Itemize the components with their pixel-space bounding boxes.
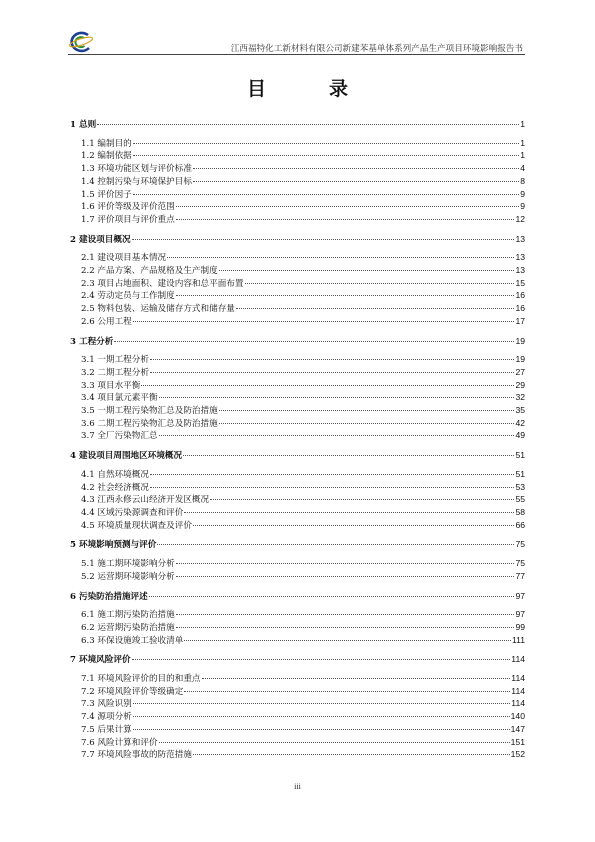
toc-section-entry[interactable]: [70, 163, 525, 176]
toc-entry-label: 7.5 后果计算: [81, 724, 132, 735]
toc-entry-label: 2.1 建设项目基本情况: [81, 253, 167, 264]
dot-leader: [133, 729, 510, 730]
toc-entry-page: 114: [511, 673, 525, 684]
toc-entry-page: 111: [511, 634, 525, 645]
toc-chapter-entry[interactable]: [70, 539, 525, 552]
toc-entry-page: 97: [515, 590, 525, 601]
toc-entry-label: 1.3 环境功能区划与评价标准: [81, 164, 192, 175]
toc-section-entry[interactable]: [70, 367, 525, 380]
toc-entry-page: 12: [515, 213, 525, 224]
dot-leader: [114, 341, 514, 342]
dot-leader: [236, 308, 515, 309]
toc-section-entry[interactable]: [70, 405, 525, 418]
toc-entry-page: 147: [510, 723, 525, 734]
toc-entry-page: 42: [515, 417, 525, 428]
toc-entry-label: 6 污染防治措施评述: [70, 591, 148, 602]
dot-leader: [150, 487, 514, 488]
toc-entry-label: 1.1 编制目的: [81, 138, 132, 149]
toc-section-entry[interactable]: [70, 520, 525, 533]
toc-entry-page: 75: [515, 558, 525, 569]
toc-section-entry[interactable]: [70, 494, 525, 507]
dot-leader: [176, 614, 515, 615]
toc-section-entry[interactable]: [70, 749, 525, 762]
toc-entry-page: 151: [510, 736, 525, 747]
toc-entry-label: 5 环境影响预测与评价: [70, 540, 157, 551]
dot-leader: [132, 239, 515, 240]
toc-entry-label: 7 环境风险评价: [70, 655, 131, 666]
toc-entry-label: 1.7 评价项目与评价重点: [81, 214, 175, 225]
toc-section-entry[interactable]: [70, 392, 525, 405]
dot-leader: [193, 168, 519, 169]
dot-leader: [141, 385, 514, 386]
toc-section-entry[interactable]: [70, 176, 525, 189]
dot-leader: [202, 678, 511, 679]
toc-entry-label: 7.4 源项分析: [81, 712, 132, 723]
toc-entry-label: 5.1 施工期环境影响分析: [81, 559, 175, 570]
toc-entry-label: 2 建设项目概况: [70, 234, 131, 245]
toc-entry-page: 114: [511, 698, 525, 709]
toc-entry-page: 35: [515, 405, 525, 416]
toc-entry-label: 3.5 一期工程污染物汇总及防治措施: [81, 406, 218, 417]
toc-entry-label: 7.1 环境风险评价的目的和重点: [81, 674, 201, 685]
toc-entry-page: 51: [515, 468, 525, 479]
toc-entry-label: 6.1 施工期污染防治措施: [81, 610, 175, 621]
dot-leader: [210, 499, 514, 500]
toc-entry-page: 16: [515, 290, 525, 301]
toc-chapter-entry[interactable]: [70, 119, 525, 132]
toc-section-entry[interactable]: [70, 686, 525, 699]
table-of-contents: [70, 119, 525, 762]
dot-leader: [193, 754, 510, 755]
dot-leader: [133, 321, 515, 322]
toc-entry-page: 19: [515, 354, 525, 365]
dot-leader: [159, 435, 515, 436]
toc-entry-label: 7.6 风险计算和评价: [81, 737, 158, 748]
toc-entry-label: 1.4 控制污染与环境保护目标: [81, 176, 192, 187]
toc-entry-label: 3.6 二期工程污染物汇总及防治措施: [81, 418, 218, 429]
dot-leader: [176, 206, 519, 207]
dot-leader: [176, 295, 515, 296]
dot-leader: [133, 716, 510, 717]
toc-entry-label: 2.4 劳动定员与工作制度: [81, 291, 175, 302]
toc-entry-label: 4.2 社会经济概况: [81, 482, 149, 493]
toc-entry-page: 51: [515, 450, 525, 461]
toc-chapter: [70, 234, 525, 329]
dot-leader: [157, 544, 514, 545]
dot-leader: [183, 455, 514, 456]
toc-entry-label: 2.5 物料包装、运输及储存方式和储存量: [81, 304, 235, 315]
dot-leader: [193, 525, 515, 526]
toc-chapter-entry[interactable]: [70, 336, 525, 349]
toc-chapter-entry[interactable]: [70, 234, 525, 247]
toc-section-entry[interactable]: [70, 303, 525, 316]
toc-entry-label: 5.2 运营期环境影响分析: [81, 571, 175, 582]
header-divider: [68, 54, 525, 55]
dot-leader: [219, 410, 515, 411]
toc-section-entry[interactable]: [70, 711, 525, 724]
toc-entry-page: 114: [511, 685, 525, 696]
dot-leader: [149, 596, 515, 597]
dot-leader: [176, 627, 515, 628]
toc-section-entry[interactable]: [70, 430, 525, 443]
dot-leader: [132, 659, 511, 660]
toc-chapter-entry[interactable]: [70, 450, 525, 463]
toc-section-entry[interactable]: [70, 138, 525, 151]
toc-entry-page: 55: [515, 494, 525, 505]
dot-leader: [159, 742, 510, 743]
toc-entry-page: 1: [520, 150, 525, 161]
toc-section-entry[interactable]: [70, 698, 525, 711]
toc-chapter: [70, 654, 525, 762]
toc-entry-page: 66: [515, 519, 525, 530]
toc-section-entry[interactable]: [70, 354, 525, 367]
toc-entry-label: 4.5 环境质量现状调查及评价: [81, 520, 192, 531]
toc-chapter: [70, 591, 525, 648]
toc-entry-label: 4.3 江西永修云山经济开发区概况: [81, 495, 210, 506]
toc-entry-page: 53: [515, 481, 525, 492]
dot-leader: [193, 181, 519, 182]
toc-section-entry[interactable]: [70, 214, 525, 227]
dot-leader: [184, 640, 511, 641]
toc-entry-page: 8: [520, 175, 525, 186]
dot-leader: [176, 563, 515, 564]
toc-entry-page: 4: [520, 163, 525, 174]
header-title: 江西福特化工新材料有限公司新建苯基单体系列产品生产项目环境影响报告书: [230, 44, 523, 54]
toc-section-entry[interactable]: [70, 724, 525, 737]
toc-chapter: [70, 450, 525, 532]
page-title: 目 录: [246, 78, 370, 100]
toc-entry-label: 6.3 环保设施竣工验收清单: [81, 635, 184, 646]
toc-entry-label: 2.3 项目占地面积、建设内容和总平面布置: [81, 278, 244, 289]
dot-leader: [245, 283, 515, 284]
toc-section-entry[interactable]: [70, 609, 525, 622]
dot-leader: [150, 474, 514, 475]
dot-leader: [97, 124, 519, 125]
toc-entry-page: 1: [520, 119, 525, 129]
toc-chapter: [70, 539, 525, 583]
toc-entry-page: 29: [515, 379, 525, 390]
toc-section-entry[interactable]: [70, 316, 525, 329]
toc-section-entry[interactable]: [70, 265, 525, 278]
toc-section-entry[interactable]: [70, 252, 525, 265]
toc-section-entry[interactable]: [70, 201, 525, 214]
toc-entry-label: 3 工程分析: [70, 336, 114, 347]
dot-leader: [219, 423, 515, 424]
dot-leader: [176, 219, 515, 220]
toc-entry-label: 3.1 一期工程分析: [81, 355, 149, 366]
toc-entry-page: 99: [515, 621, 525, 632]
toc-entry-page: 58: [515, 506, 525, 517]
toc-section-entry[interactable]: [70, 380, 525, 393]
toc-section-entry[interactable]: [70, 482, 525, 495]
dot-leader: [219, 270, 515, 271]
toc-section-entry[interactable]: [70, 622, 525, 635]
dot-leader: [133, 143, 519, 144]
toc-entry-label: 2.6 公用工程: [81, 316, 132, 327]
toc-entry-page: 49: [515, 430, 525, 441]
toc-entry-label: 1 总则: [70, 120, 97, 130]
toc-entry-page: 97: [515, 609, 525, 620]
toc-section-entry[interactable]: [70, 469, 525, 482]
toc-section-entry[interactable]: [70, 673, 525, 686]
toc-entry-page: 15: [515, 277, 525, 288]
toc-entry-page: 13: [515, 265, 525, 276]
toc-chapter-entry[interactable]: [70, 654, 525, 667]
company-logo-icon: [68, 30, 94, 54]
dot-leader: [150, 372, 514, 373]
toc-entry-label: 3.7 全厂污染物汇总: [81, 431, 158, 442]
toc-chapter: [70, 336, 525, 444]
toc-section-entry[interactable]: [70, 189, 525, 202]
toc-entry-page: 152: [510, 749, 525, 760]
toc-entry-label: 1.5 评价因子: [81, 189, 132, 200]
toc-entry-label: 7.7 环境风险事故的防范措施: [81, 750, 192, 761]
dot-leader: [133, 194, 519, 195]
toc-section-entry[interactable]: [70, 150, 525, 163]
dot-leader: [150, 359, 514, 360]
dot-leader: [159, 397, 515, 398]
dot-leader: [176, 576, 515, 577]
toc-entry-page: 75: [515, 539, 525, 550]
toc-entry-page: 13: [515, 233, 525, 244]
toc-entry-page: 27: [515, 366, 525, 377]
toc-entry-page: 17: [515, 315, 525, 326]
toc-entry-label: 4 建设项目周围地区环境概况: [70, 451, 183, 462]
toc-section-entry[interactable]: [70, 507, 525, 520]
toc-section-entry[interactable]: [70, 278, 525, 291]
toc-entry-label: 1.2 编制依据: [81, 151, 132, 162]
toc-entry-label: 4.1 自然环境概况: [81, 469, 149, 480]
toc-section-entry[interactable]: [70, 558, 525, 571]
toc-entry-label: 6.2 运营期污染防治措施: [81, 622, 175, 633]
toc-chapter: [70, 119, 525, 227]
toc-entry-page: 1: [520, 137, 525, 148]
toc-section-entry[interactable]: [70, 635, 525, 648]
toc-entry-page: 19: [515, 335, 525, 346]
toc-entry-page: 32: [515, 392, 525, 403]
toc-entry-label: 7.2 环境风险评价等级确定: [81, 686, 184, 697]
toc-entry-label: 3.4 项目氯元素平衡: [81, 393, 158, 404]
toc-section-entry[interactable]: [70, 571, 525, 584]
page-number: iii: [294, 782, 301, 791]
toc-entry-page: 114: [511, 654, 525, 665]
toc-chapter-entry[interactable]: [70, 591, 525, 604]
dot-leader: [167, 257, 514, 258]
dot-leader: [133, 703, 511, 704]
toc-entry-label: 7.3 风险识别: [81, 699, 132, 710]
toc-section-entry[interactable]: [70, 418, 525, 431]
toc-section-entry[interactable]: [70, 737, 525, 750]
toc-entry-label: 1.6 评价等级及评价范围: [81, 202, 175, 213]
toc-entry-label: 2.2 产品方案、产品规格及生产制度: [81, 266, 218, 277]
toc-entry-label: 4.4 区域污染源调查和评价: [81, 507, 184, 518]
toc-entry-page: 16: [515, 303, 525, 314]
dot-leader: [133, 155, 519, 156]
dot-leader: [184, 512, 514, 513]
dot-leader: [184, 691, 510, 692]
toc-entry-page: 140: [510, 711, 525, 722]
toc-entry-page: 13: [515, 252, 525, 263]
toc-entry-label: 3.3 项目水平衡: [81, 380, 141, 391]
toc-entry-page: 9: [520, 188, 525, 199]
toc-section-entry[interactable]: [70, 290, 525, 303]
toc-entry-page: 77: [515, 570, 525, 581]
toc-entry-page: 9: [520, 201, 525, 212]
toc-entry-label: 3.2 二期工程分析: [81, 367, 149, 378]
